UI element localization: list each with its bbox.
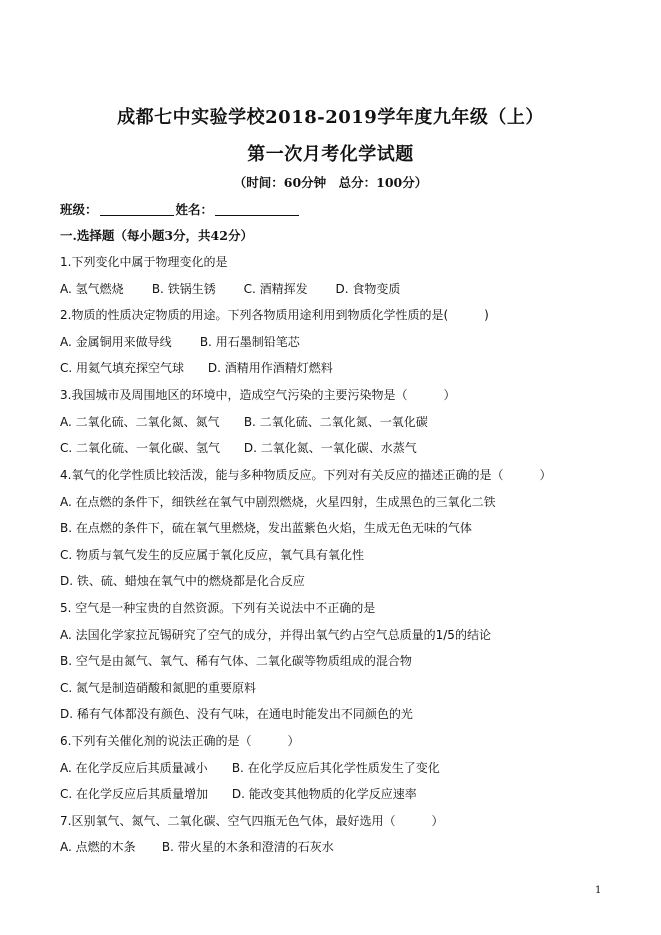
q4-option-c: C. 物质与氧气发生的反应属于氧化反应，氧气具有氧化性	[60, 548, 365, 562]
q4-option-a: A. 在点燃的条件下，细铁丝在氧气中剧烈燃烧，火星四射，生成黑色的三氧化二铁	[60, 495, 496, 509]
question-1-stem: 1.下列变化中属于物理变化的是	[60, 255, 228, 269]
section-heading: 一.选择题（每小题3分，共42分）	[60, 228, 253, 243]
q3-option-a: A. 二氧化硫、二氧化氮、氮气	[60, 415, 220, 429]
question-2-options-row1	[60, 333, 300, 350]
question-6-options-row2	[60, 785, 417, 802]
q2-option-c: C. 用氦气填充探空气球	[60, 361, 185, 375]
q7-option-b: B. 带火星的木条和澄清的石灰水	[161, 840, 334, 854]
question-7-stem: 7.区别氧气、氮气、二氧化碳、空气四瓶无色气体，最好选用（ ）	[60, 814, 444, 828]
q2-option-a: A. 金属铜用来做导线	[60, 335, 172, 349]
q5-option-a: A. 法国化学家拉瓦锡研究了空气的成分，并得出氧气约占空气总质量的1/5的结论	[60, 628, 491, 642]
page-number: 1	[595, 885, 602, 896]
question-3-options-row1	[60, 413, 428, 430]
name-blank	[215, 203, 299, 216]
student-info-row	[60, 200, 301, 218]
q2-option-d: D. 酒精用作酒精灯燃料	[207, 361, 333, 375]
question-1-options	[60, 280, 400, 297]
q6-option-a: A. 在化学反应后其质量减小	[60, 761, 208, 775]
q1-option-b: B. 铁锅生锈	[151, 282, 216, 296]
q5-option-c: C. 氮气是制造硝酸和氮肥的重要原料	[60, 681, 257, 695]
question-2-options-row2	[60, 359, 333, 376]
class-blank	[100, 203, 174, 216]
q3-option-d: D. 二氧化氮、一氧化碳、水蒸气	[243, 441, 417, 455]
question-5-stem: 5. 空气是一种宝贵的自然资源。下列有关说法中不正确的是	[60, 601, 376, 615]
q7-option-a: A. 点燃的木条	[60, 840, 136, 854]
question-3-stem: 3.我国城市及周围地区的环境中，造成空气污染的主要污染物是（ ）	[60, 388, 456, 402]
question-7-options	[60, 838, 334, 855]
q5-option-d: D. 稀有气体都没有颜色、没有气味，在通电时能发出不同颜色的光	[60, 707, 413, 721]
q3-option-c: C. 二氧化硫、一氧化碳、氢气	[60, 441, 221, 455]
q4-option-b: B. 在点燃的条件下，硫在氧气里燃烧，发出蓝紫色火焰，生成无色无味的气体	[60, 521, 472, 535]
q5-option-b: B. 空气是由氮气、氧气、稀有气体、二氧化碳等物质组成的混合物	[60, 654, 412, 668]
question-6-options-row1	[60, 759, 440, 776]
q2-option-b: B. 用石墨制铅笔芯	[199, 335, 300, 349]
q1-option-c: C. 酒精挥发	[243, 282, 308, 296]
class-label: 班级：	[60, 202, 98, 217]
question-3-options-row2	[60, 439, 417, 456]
question-6-stem: 6.下列有关催化剂的说法正确的是（ ）	[60, 734, 300, 748]
q6-option-c: C. 在化学反应后其质量增加	[60, 787, 209, 801]
name-label: 姓名：	[175, 202, 214, 217]
q4-option-d: D. 铁、硫、蜡烛在氧气中的燃烧都是化合反应	[60, 574, 305, 588]
exam-subtitle: 第一次月考化学试题	[247, 144, 414, 165]
q1-option-d: D. 食物变质	[335, 282, 401, 296]
q3-option-b: B. 二氧化硫、二氧化氮、一氧化碳	[243, 415, 428, 429]
q1-option-a: A. 氢气燃烧	[60, 282, 124, 296]
exam-time-score: （时间：60分钟 总分：100分）	[233, 175, 428, 190]
q6-option-d: D. 能改变其他物质的化学反应速率	[231, 787, 417, 801]
q6-option-b: B. 在化学反应后其化学性质发生了变化	[231, 761, 440, 775]
exam-title: 成都七中实验学校2018-2019学年度九年级（上）	[117, 107, 544, 128]
question-2-stem: 2.物质的性质决定物质的用途。下列各物质用途利用到物质化学性质的是( )	[60, 308, 489, 322]
question-4-stem: 4.氧气的化学性质比较活泼，能与多种物质反应。下列对有关反应的描述正确的是（ ）	[60, 468, 552, 482]
